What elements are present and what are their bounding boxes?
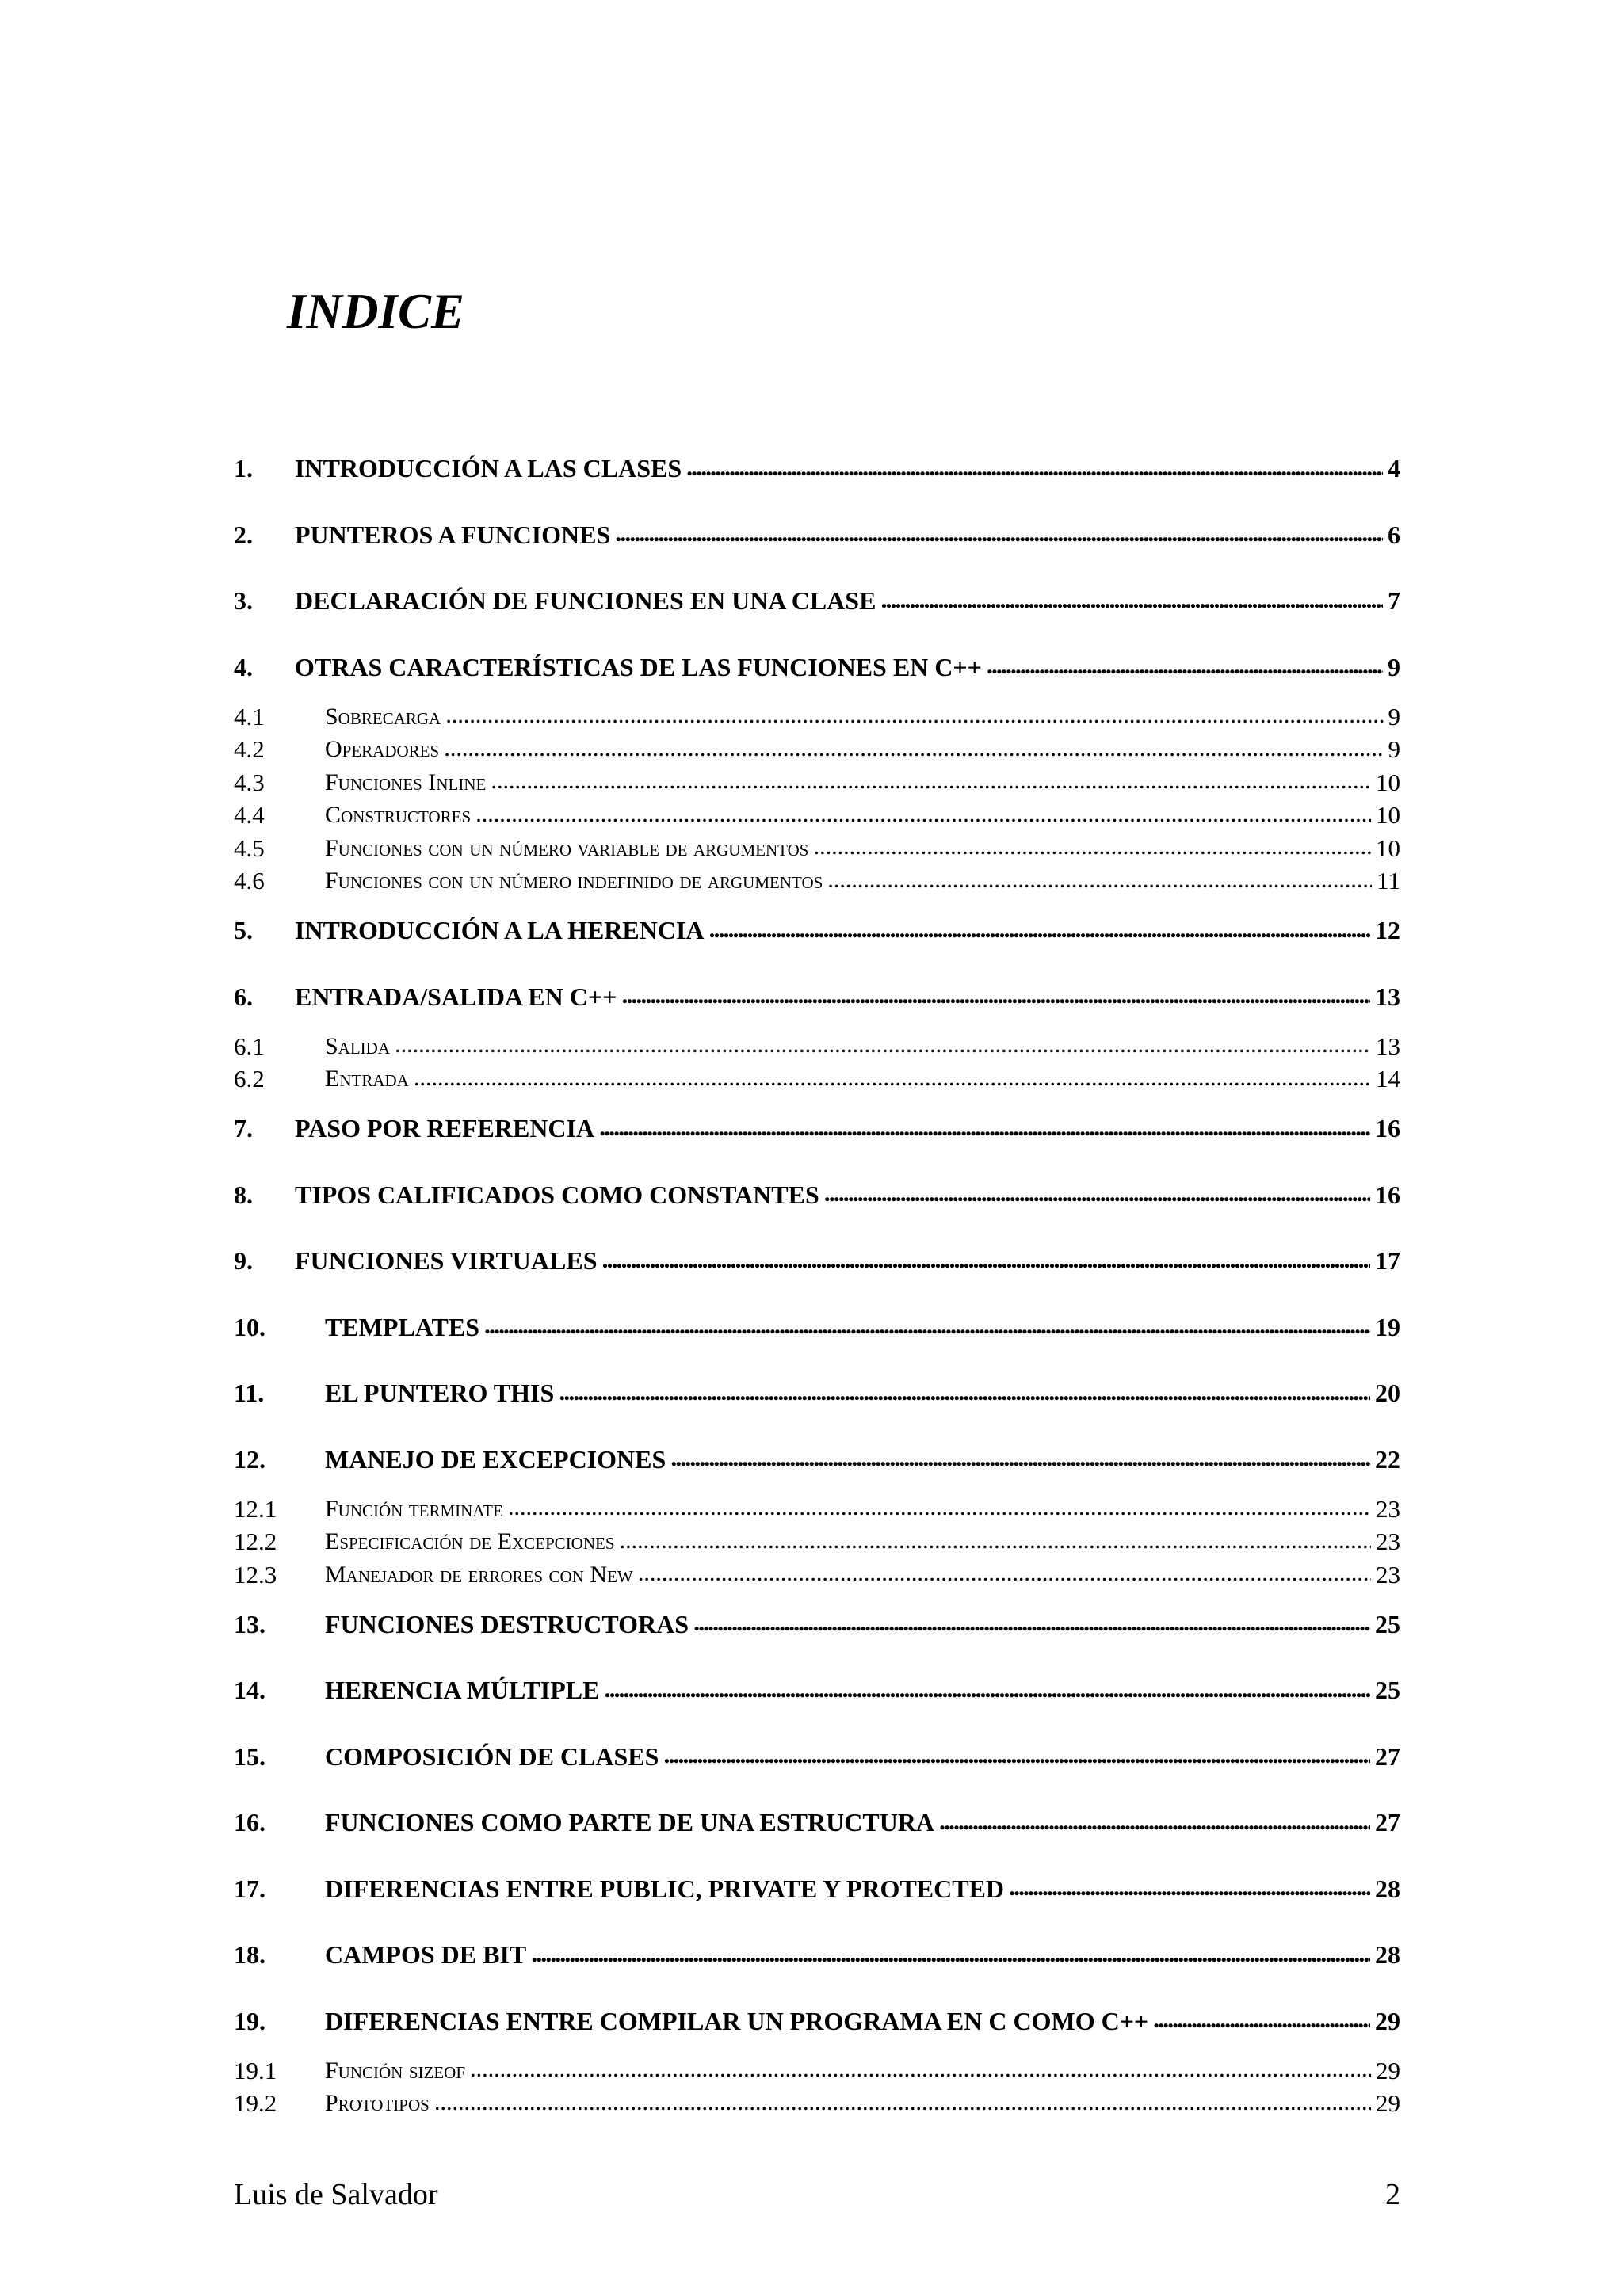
toc-entry[interactable] [234, 1295, 1400, 1361]
toc-page-number: 23 [1376, 1527, 1400, 1556]
toc-subentry[interactable] [234, 1063, 1400, 1097]
toc-leader-dots [939, 1810, 1370, 1836]
toc-entry[interactable] [234, 1989, 1400, 2055]
toc-number: 12. [234, 1444, 265, 1474]
toc-label: Funciones con un número variable de argumentos [325, 834, 809, 861]
toc-label: Manejador de errores con New [325, 1561, 633, 1588]
toc-page-number: 29 [1375, 2006, 1400, 2035]
toc-leader-dots [1153, 2008, 1370, 2034]
toc-number: 2. [234, 520, 253, 549]
toc-entry[interactable] [234, 635, 1400, 701]
toc-entry[interactable] [234, 1856, 1400, 1923]
toc-label: Constructores [325, 802, 472, 829]
toc-label: CAMPOS DE BIT [325, 1940, 527, 1970]
toc-page-number: 25 [1375, 1609, 1400, 1638]
toc-entry[interactable] [234, 1724, 1400, 1791]
toc-label: INTRODUCCIÓN A LAS CLASES [295, 454, 682, 483]
toc-label: TEMPLATES [325, 1312, 479, 1341]
toc-label: EL PUNTERO THIS [325, 1379, 555, 1408]
toc-number: 4.6 [234, 867, 265, 895]
toc-leader-dots [414, 1067, 1371, 1092]
toc-entry[interactable] [234, 1592, 1400, 1658]
toc-number: 6. [234, 982, 253, 1011]
toc-leader-dots [987, 654, 1383, 680]
toc-leader-dots [395, 1034, 1371, 1058]
toc-number: 5. [234, 916, 253, 945]
toc-number: 17. [234, 1874, 265, 1903]
toc-entry[interactable] [234, 1790, 1400, 1856]
toc-page-number: 22 [1375, 1444, 1400, 1474]
toc-leader-dots [475, 803, 1371, 828]
toc-subentry[interactable] [234, 1558, 1400, 1592]
toc-page-number: 28 [1375, 1874, 1400, 1903]
toc-label: PUNTEROS A FUNCIONES [295, 520, 611, 549]
toc-number: 13. [234, 1609, 265, 1638]
toc-leader-dots [604, 1678, 1370, 1703]
toc-label: PASO POR REFERENCIA [295, 1114, 595, 1143]
toc-leader-dots [663, 1744, 1370, 1769]
toc-label: DIFERENCIAS ENTRE PUBLIC, PRIVATE Y PROTECTED [325, 1874, 1005, 1903]
toc-leader-dots [445, 704, 1383, 729]
toc-leader-dots [620, 1530, 1371, 1554]
toc-entry[interactable] [234, 1360, 1400, 1427]
toc-subentry[interactable] [234, 2054, 1400, 2088]
toc-label: Funciones con un número indefinido de argumentos [325, 868, 823, 894]
toc-leader-dots [559, 1381, 1370, 1406]
toc-page-number: 16 [1375, 1180, 1400, 1209]
toc-label: Salida [325, 1032, 391, 1059]
toc-label: Sobrecarga [325, 703, 441, 730]
toc-entry[interactable] [234, 964, 1400, 1031]
toc-page-number: 10 [1376, 768, 1400, 796]
toc-leader-dots [824, 1182, 1370, 1207]
toc-page-number: 16 [1375, 1114, 1400, 1143]
toc-leader-dots [813, 836, 1371, 860]
toc-page-number: 20 [1375, 1379, 1400, 1408]
toc-label: Entrada [325, 1066, 409, 1093]
toc-subentry[interactable] [234, 1030, 1400, 1063]
toc-page-number: 23 [1376, 1560, 1400, 1589]
toc-number: 19.1 [234, 2056, 277, 2084]
toc-entry[interactable] [234, 568, 1400, 635]
toc-label: Función sizeof [325, 2057, 466, 2084]
toc-number: 4.5 [234, 833, 265, 862]
toc-label: HERENCIA MÚLTIPLE [325, 1676, 600, 1705]
toc-page-number: 23 [1376, 1494, 1400, 1523]
toc-leader-dots [444, 738, 1383, 762]
toc-number: 3. [234, 586, 253, 616]
toc-page-number: 9 [1388, 652, 1400, 681]
toc-entry[interactable] [234, 1162, 1400, 1229]
toc-number: 19.2 [234, 2089, 277, 2118]
toc-number: 1. [234, 454, 253, 483]
toc-number: 19. [234, 2006, 265, 2035]
toc-subentry[interactable] [234, 2088, 1400, 2121]
toc-subentry[interactable] [234, 865, 1400, 898]
toc-page-number: 7 [1388, 586, 1400, 616]
toc-label: Funciones Inline [325, 769, 487, 795]
toc-leader-dots [880, 589, 1383, 614]
toc-number: 12.1 [234, 1494, 277, 1523]
toc-page-number: 17 [1375, 1246, 1400, 1276]
toc-subentry[interactable] [234, 799, 1400, 833]
toc-number: 12.2 [234, 1527, 277, 1556]
toc-label: Función terminate [325, 1495, 503, 1522]
toc-number: 10. [234, 1312, 265, 1341]
toc-page-number: 29 [1376, 2056, 1400, 2084]
toc-label: ENTRADA/SALIDA EN C++ [295, 982, 617, 1011]
toc-page-number: 13 [1376, 1032, 1400, 1060]
toc-label: COMPOSICIÓN DE CLASES [325, 1741, 659, 1771]
toc-number: 6.1 [234, 1032, 265, 1060]
toc-page-number: 25 [1375, 1676, 1400, 1705]
toc-leader-dots [434, 2092, 1371, 2116]
footer-page-number: 2 [1385, 2178, 1400, 2211]
toc-entry[interactable] [234, 1228, 1400, 1295]
toc-leader-dots [484, 1314, 1370, 1340]
toc-leader-dots [1009, 1876, 1370, 1901]
toc-page-number: 13 [1375, 982, 1400, 1011]
toc-subentry[interactable] [234, 734, 1400, 767]
toc-page-number: 27 [1375, 1808, 1400, 1837]
toc-page-number: 9 [1388, 735, 1400, 764]
toc-subentry[interactable] [234, 1526, 1400, 1559]
toc-entry[interactable] [234, 898, 1400, 964]
toc-label: TIPOS CALIFICADOS COMO CONSTANTES [295, 1180, 819, 1209]
toc-leader-dots [470, 2058, 1371, 2083]
toc-number: 4.1 [234, 702, 265, 730]
toc-entry[interactable] [234, 1922, 1400, 1989]
toc-page-number: 29 [1376, 2089, 1400, 2118]
toc-number: 15. [234, 1741, 265, 1771]
toc-leader-dots [491, 770, 1371, 795]
toc-number: 9. [234, 1246, 253, 1276]
footer-author: Luis de Salvador [234, 2178, 438, 2211]
toc-leader-dots [638, 1562, 1371, 1587]
toc-label: DECLARACIÓN DE FUNCIONES EN UNA CLASE [295, 586, 876, 616]
toc-leader-dots [827, 869, 1372, 894]
toc-label: Prototipos [325, 2090, 430, 2117]
toc-number: 4. [234, 652, 253, 681]
toc-entry[interactable] [234, 436, 1400, 502]
toc-page-number: 11 [1377, 867, 1400, 895]
toc-number: 12.3 [234, 1560, 277, 1589]
toc-subentry[interactable] [234, 832, 1400, 865]
toc-leader-dots [599, 1116, 1370, 1142]
toc-page-number: 12 [1375, 916, 1400, 945]
toc-page-number: 4 [1388, 454, 1400, 483]
toc-leader-dots [601, 1249, 1370, 1274]
toc-page-number: 14 [1376, 1065, 1400, 1093]
page-title: INDICE [287, 284, 465, 339]
toc-label: FUNCIONES VIRTUALES [295, 1246, 598, 1276]
toc-label: MANEJO DE EXCEPCIONES [325, 1444, 666, 1474]
toc-entry[interactable] [234, 1427, 1400, 1493]
toc-page-number: 19 [1375, 1312, 1400, 1341]
toc-number: 6.2 [234, 1065, 265, 1093]
toc-number: 7. [234, 1114, 253, 1143]
toc-leader-dots [709, 918, 1370, 944]
toc-entry[interactable] [234, 1657, 1400, 1724]
toc-leader-dots [693, 1611, 1370, 1637]
toc-label: DIFERENCIAS ENTRE COMPILAR UN PROGRAMA EN C COMO C++ [325, 2006, 1149, 2035]
toc-label: FUNCIONES COMO PARTE DE UNA ESTRUCTURA [325, 1808, 935, 1837]
toc-page-number: 27 [1375, 1741, 1400, 1771]
toc-leader-dots [686, 456, 1383, 482]
toc-subentry[interactable] [234, 1493, 1400, 1526]
toc-leader-dots [615, 522, 1383, 547]
toc-number: 4.2 [234, 735, 265, 764]
toc-number: 4.4 [234, 801, 265, 830]
toc-leader-dots [670, 1447, 1370, 1472]
toc-page-number: 28 [1375, 1940, 1400, 1970]
toc-number: 8. [234, 1180, 253, 1209]
table-of-contents [234, 436, 1400, 2120]
toc-subentry[interactable] [234, 766, 1400, 799]
toc-page-number: 9 [1388, 702, 1400, 730]
toc-number: 11. [234, 1379, 265, 1408]
toc-label: Operadores [325, 736, 440, 763]
toc-page-number: 10 [1376, 833, 1400, 862]
toc-subentry[interactable] [234, 700, 1400, 734]
toc-page-number: 6 [1388, 520, 1400, 549]
toc-number: 14. [234, 1676, 265, 1705]
toc-leader-dots [531, 1943, 1370, 1968]
toc-number: 16. [234, 1808, 265, 1837]
toc-entry[interactable] [234, 502, 1400, 569]
toc-leader-dots [508, 1497, 1371, 1521]
toc-label: Especificación de Excepciones [325, 1528, 615, 1555]
toc-label: OTRAS CARACTERÍSTICAS DE LAS FUNCIONES EN C++ [295, 652, 982, 681]
toc-number: 18. [234, 1940, 265, 1970]
toc-leader-dots [621, 984, 1370, 1009]
toc-page-number: 10 [1376, 801, 1400, 830]
toc-entry[interactable] [234, 1096, 1400, 1162]
toc-label: INTRODUCCIÓN A LA HERENCIA [295, 916, 705, 945]
toc-number: 4.3 [234, 768, 265, 796]
toc-label: FUNCIONES DESTRUCTORAS [325, 1609, 689, 1638]
